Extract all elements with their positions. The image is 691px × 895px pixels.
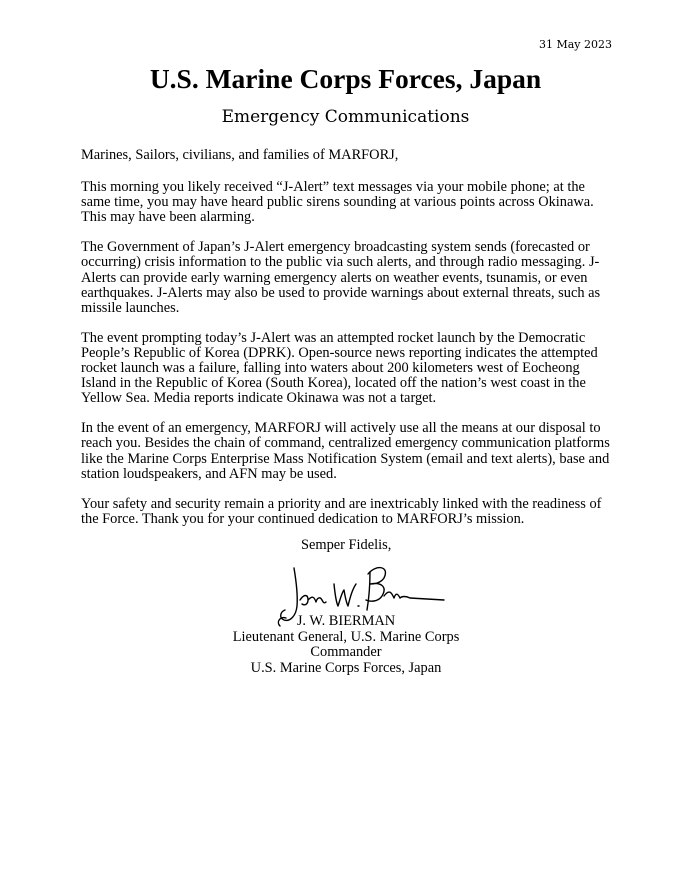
paragraph-1: This morning you likely received “J-Alert” text messages via your mobile phone; at the same time, you may have heard public sirens sounding at various points across Okinawa. This may have been alarming. [81, 179, 594, 226]
paragraph-5: Your safety and security remain a priority and are inextricably linked with the readiness of the Force. Thank you for your continued dedication to MARFORJ’s mission. [81, 495, 602, 527]
salutation: Marines, Sailors, civilians, and families of MARFORJ, [81, 147, 399, 163]
letter-title: U.S. Marine Corps Forces, Japan [149, 63, 542, 94]
letter-subtitle: Emergency Communications [221, 107, 470, 127]
paragraph-2: The Government of Japan’s J-Alert emergency broadcasting system sends (forecasted or occurring) crisis information to the public via such alerts, and through radio messaging. J-Alerts can provide early warning emergency alerts on weather events, tsunamis, or even earthquakes. J-Alerts may also be used to provide warnings about external threats, such as missile launches. [81, 239, 601, 316]
signature-block [226, 614, 466, 676]
letter-date: 31 May 2023 [538, 38, 612, 51]
paragraph-4: In the event of an emergency, MARFORJ will actively use all the means at our disposal to reach you. Besides the chain of command, centralized emergency communication platforms like the Marine Corps Enterprise Mass Notification System (email and text alerts), base and station loudspeakers, and AFN may be used. [81, 420, 610, 482]
signer-rank: Lieutenant General, U.S. Marine Corps [232, 628, 460, 645]
signer-name: J. W. BIERMAN [296, 613, 396, 629]
paragraph-3: The event prompting today’s J-Alert was an attempted rocket launch by the Democratic People’s Republic of Korea (DPRK). Open-source news reporting indicates the attempted rocket launch was a failure, falling into waters about 200 kilometers west of Eocheong Island in the Republic of Korea (South Korea), located off the nation’s west coast in the Yellow Sea. Media reports indicate Okinawa was not a target. [81, 329, 598, 407]
closing: Semper Fidelis, [301, 537, 392, 553]
letter-body [81, 148, 611, 542]
signer-position: Commander [310, 644, 382, 660]
signer-organization: U.S. Marine Corps Forces, Japan [250, 659, 442, 676]
